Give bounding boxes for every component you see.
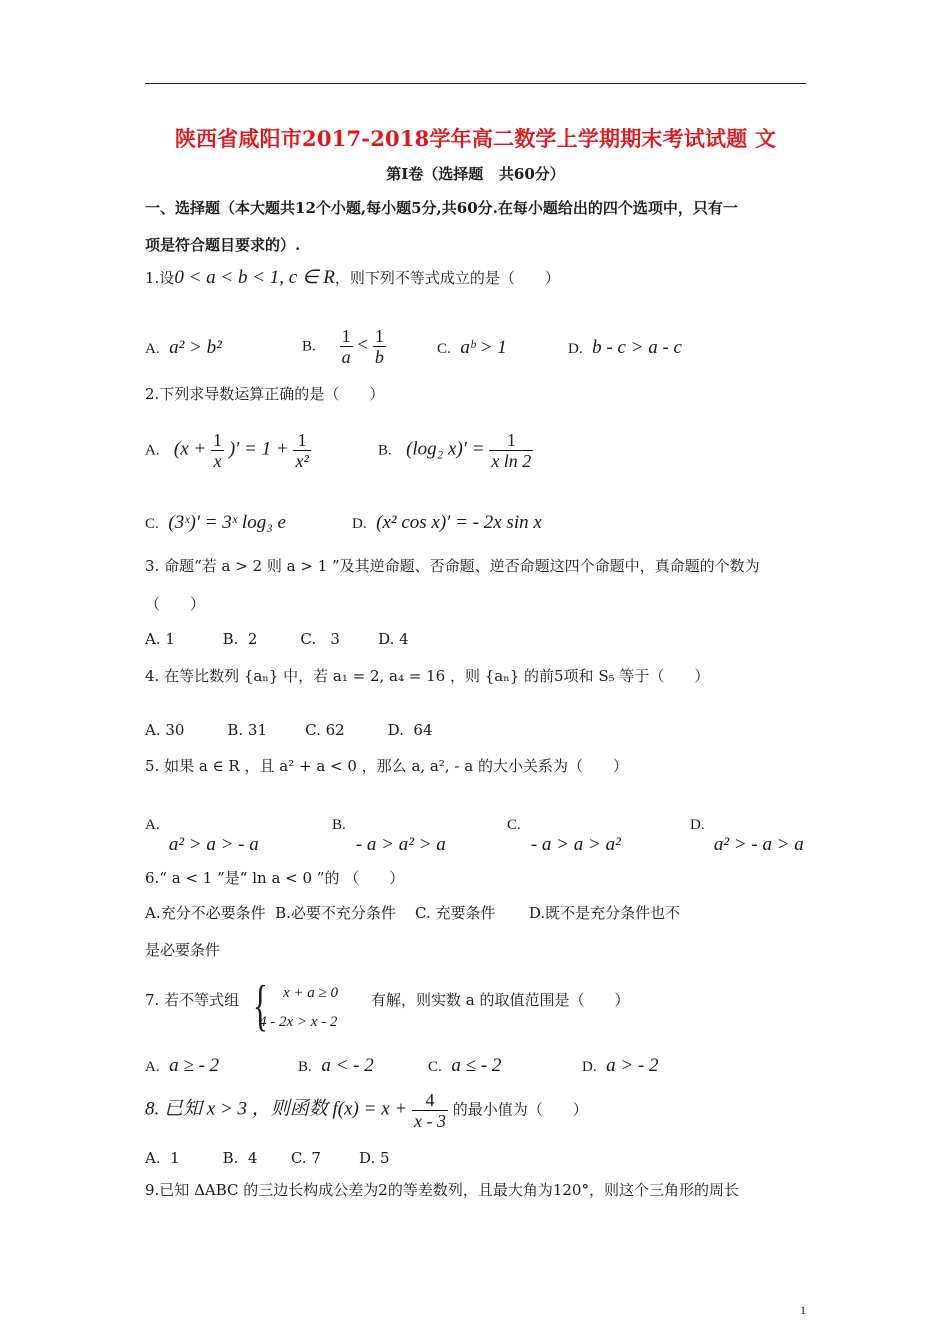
numerator: 1 bbox=[213, 430, 223, 450]
option-label: B. bbox=[302, 338, 316, 355]
q6-options-line2: 是必要条件 bbox=[145, 941, 221, 959]
denominator: x - 3 bbox=[413, 1111, 446, 1131]
q1-option-a-math: a² > b² bbox=[169, 337, 222, 358]
q7-option-d bbox=[582, 1056, 659, 1077]
denominator: a bbox=[341, 347, 351, 367]
option-label: D. bbox=[352, 516, 367, 532]
q5-option-b-math: - a > a² > a bbox=[355, 834, 446, 855]
q8-suffix: 的最小值为（ ） bbox=[452, 1100, 588, 1119]
q2-option-c-math: (3ˣ)′ = 3ˣ log₃ e bbox=[168, 512, 286, 533]
q1-b-operator: < bbox=[357, 334, 369, 356]
question-6: 6.“ a < 1 ”是“ ln a < 0 ”的 （ ） bbox=[145, 869, 405, 887]
denominator: x ln 2 bbox=[491, 451, 532, 471]
q7-option-c bbox=[428, 1056, 501, 1077]
question-9: 9.已知 ΔABC 的三边长构成公差为2的等差数列，且最大角为120°，则这个三角形的周长 bbox=[145, 1181, 739, 1199]
numerator: 1 bbox=[374, 326, 384, 346]
option-label: D. bbox=[568, 341, 583, 357]
option-label: A. bbox=[145, 442, 160, 459]
q2-option-b bbox=[378, 430, 533, 471]
q8-fraction bbox=[412, 1090, 448, 1131]
q1-suffix: ，则下列不等式成立的是（ ） bbox=[334, 269, 560, 287]
q5-option-c-math: - a > a > a² bbox=[530, 834, 621, 855]
q7-option-b-math: a < - 2 bbox=[321, 1055, 374, 1076]
section-instructions-line1: 一、选择题（本大题共12个小题,每小题5分,共60分.在每小题给出的四个选项中，只有一 bbox=[145, 199, 738, 217]
q2-option-d bbox=[352, 513, 542, 534]
option-label: A. bbox=[145, 341, 160, 357]
option-label: C. bbox=[437, 341, 451, 357]
question-3-line2: （ ） bbox=[145, 595, 206, 613]
q2-a-left: (x + bbox=[173, 438, 207, 460]
question-5: 5. 如果 a ∈ R ，且 a² + a < 0 ，那么 a, a², - a 的大小关系为（ ） bbox=[145, 757, 628, 775]
q1-option-d bbox=[568, 338, 682, 359]
q7-suffix: 有解，则实数 a 的取值范围是（ ） bbox=[371, 991, 630, 1009]
q1-b-fraction-2 bbox=[373, 326, 386, 367]
q3-options: A. 1 B. 2 C. 3 D. 4 bbox=[145, 630, 409, 648]
q1-option-b bbox=[302, 326, 386, 367]
q2-option-c bbox=[145, 513, 286, 534]
q6-options: A.充分不必要条件 B.必要不充分条件 C. 充要条件 D.既不是充分条件也不 bbox=[145, 904, 681, 922]
q2-b-fraction bbox=[489, 430, 533, 471]
denominator: b bbox=[374, 347, 384, 367]
q1-option-d-math: b - c > a - c bbox=[592, 337, 682, 358]
question-7-prefix: 7. 若不等式组 bbox=[145, 991, 240, 1009]
q7-option-d-math: a > - 2 bbox=[606, 1055, 659, 1076]
q4-options: A. 30 B. 31 C. 62 D. 64 bbox=[145, 721, 433, 739]
option-label: C. bbox=[507, 817, 521, 833]
page-title: 陕西省咸阳市2017-2018学年高二数学上学期期末考试试题 文 bbox=[174, 126, 777, 151]
option-label: D. bbox=[582, 1059, 597, 1075]
question-4: 4. 在等比数列 {aₙ} 中，若 a₁ = 2, a₄ = 16 ，则 {aₙ} 的前5项和 S₅ 等于（ ） bbox=[145, 667, 710, 685]
q5-option-c bbox=[507, 814, 621, 855]
q7-option-a bbox=[145, 1056, 219, 1077]
system-brace: { bbox=[253, 975, 268, 1037]
section-instructions-line2: 项是符合题目要求的）. bbox=[145, 236, 301, 254]
q5-option-a bbox=[145, 814, 259, 855]
q5-option-d-math: a² > - a > a bbox=[713, 834, 804, 855]
q7-inequality-1: x + a ≥ 0 bbox=[283, 985, 339, 1001]
denominator: x bbox=[213, 451, 222, 471]
q1-prefix: 1.设 bbox=[145, 269, 175, 287]
q5-option-d bbox=[690, 814, 804, 855]
q1-b-fraction-1 bbox=[340, 326, 353, 367]
option-label: B. bbox=[298, 1059, 312, 1075]
question-1 bbox=[145, 268, 560, 288]
q5-option-a-math: a² > a > - a bbox=[168, 834, 259, 855]
question-3-line1: 3. 命题“若 a > 2 则 a > 1 ”及其逆命题、否命题、逆否命题这四个命题中，真命题的个数为 bbox=[145, 557, 760, 575]
numerator: 1 bbox=[489, 430, 533, 451]
q5-option-b bbox=[332, 814, 446, 855]
q1-option-c-math: aᵇ > 1 bbox=[460, 337, 507, 358]
q2-a-right: )′ = 1 + bbox=[228, 438, 289, 460]
q7-option-b bbox=[298, 1056, 374, 1077]
q1-condition: 0 < a < b < 1, c ∈ R bbox=[174, 267, 335, 288]
denominator: x² bbox=[295, 451, 309, 471]
q2-b-left: (log₂ x)′ = bbox=[406, 438, 485, 460]
q2-option-d-math: (x² cos x)′ = - 2x sin x bbox=[376, 512, 542, 533]
question-2: 2.下列求导数运算正确的是（ ） bbox=[145, 385, 385, 403]
q7-option-c-math: a ≤ - 2 bbox=[451, 1055, 502, 1076]
q7-option-a-math: a ≥ - 2 bbox=[169, 1055, 220, 1076]
option-label: B. bbox=[332, 817, 346, 833]
q1-option-a bbox=[145, 338, 222, 359]
q2-a-fraction-1 bbox=[211, 430, 224, 471]
option-label: C. bbox=[428, 1059, 442, 1075]
q1-option-c bbox=[437, 338, 507, 359]
option-label: A. bbox=[145, 1059, 160, 1075]
q2-a-fraction-2 bbox=[293, 430, 310, 471]
section-subtitle: 第Ⅰ卷（选择题 共60分） bbox=[386, 165, 565, 183]
q8-options: A. 1 B. 4 C. 7 D. 5 bbox=[145, 1149, 390, 1167]
numerator: 1 bbox=[341, 326, 351, 346]
page-number: 1 bbox=[800, 1303, 806, 1317]
question-8 bbox=[145, 1090, 588, 1131]
q7-inequality-2: 4 - 2x > x - 2 bbox=[259, 1014, 338, 1030]
q2-option-a bbox=[145, 430, 311, 471]
numerator: 1 bbox=[293, 430, 310, 451]
header-rule bbox=[145, 83, 806, 84]
option-label: D. bbox=[690, 817, 705, 833]
option-label: B. bbox=[378, 442, 392, 459]
q8-stem: 8. 已知 x > 3 ，则函数 f(x) = x + bbox=[145, 1098, 408, 1120]
numerator: 4 bbox=[412, 1090, 448, 1111]
option-label: C. bbox=[145, 516, 159, 532]
option-label: A. bbox=[145, 817, 160, 833]
